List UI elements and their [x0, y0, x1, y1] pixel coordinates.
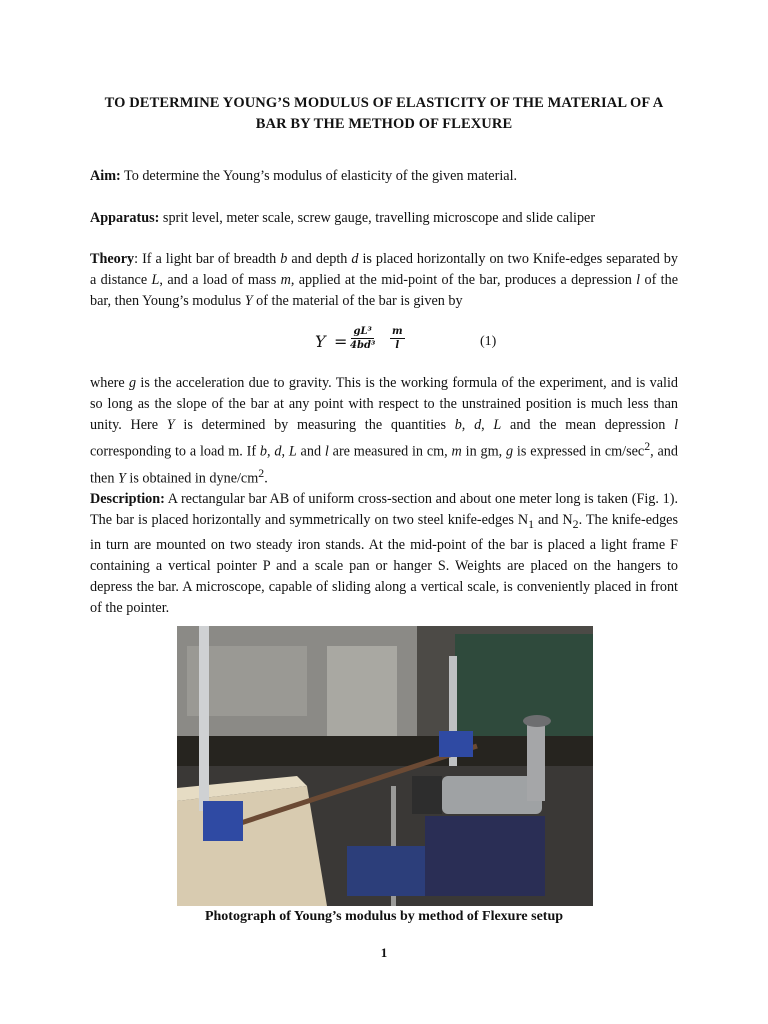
var-g: g	[128, 375, 137, 391]
var-l: l	[324, 443, 329, 460]
theory-paragraph	[90, 249, 678, 312]
theory-text: of the material of the bar is given by	[252, 293, 463, 309]
theory-label: Theory	[90, 251, 135, 267]
theory-text: and depth	[287, 251, 352, 267]
var-d: d	[474, 417, 482, 433]
var-Y: Y	[117, 470, 126, 487]
equation-number: (1)	[480, 334, 497, 349]
where-text: is expressed in cm/sec	[513, 443, 645, 460]
apparatus-label: Apparatus:	[90, 210, 160, 226]
apparatus-paragraph	[90, 208, 678, 229]
photo-caption: Photograph of Young’s modulus by method of Flexure setup	[204, 909, 564, 924]
var-d: d	[351, 251, 359, 267]
var-b: b	[280, 251, 288, 267]
where-text: is the acceleration due to gravity. This is the working formula of the experiment, and is valid so long as the slope of the bar at any point with respect to the unstrained position is much less than unity. Here	[90, 375, 678, 433]
where-text: corresponding to a load m. If	[90, 443, 260, 460]
theory-text: , applied at the mid-point of the bar, produces a depression	[290, 272, 637, 288]
var-l: l	[636, 272, 641, 288]
theory-text: of the bar, then Young’s modulus	[90, 272, 679, 309]
fraction-1-numerator: gL³	[353, 326, 372, 337]
description-label: Description:	[90, 491, 165, 507]
fraction-2-denominator: l	[395, 340, 400, 351]
experiment-photograph	[177, 626, 593, 906]
page-title	[60, 93, 708, 135]
apparatus-text: sprit level, meter scale, screw gauge, travelling microscope and slide caliper	[159, 210, 596, 226]
where-text: ,	[267, 443, 275, 460]
formula-equals: =	[334, 332, 348, 351]
description-text: and N	[534, 512, 573, 528]
formula-fraction-1	[350, 326, 375, 351]
theory-text: is placed horizontally on two Knife-edges separated by a distance	[90, 251, 678, 288]
title-line-1: TO DETERMINE YOUNG’S MODULUS OF ELASTICITY OF THE MATERIAL OF A	[104, 95, 664, 111]
var-d: d	[274, 443, 282, 460]
var-L: L	[151, 272, 160, 288]
var-b: b	[454, 417, 462, 433]
where-text: ,	[461, 417, 475, 433]
formula-fraction-2	[390, 326, 405, 351]
var-m: m	[280, 272, 291, 288]
fraction-1-denominator: 4bd³	[350, 340, 376, 351]
photograph-illustration	[177, 626, 593, 906]
where-text: is determined by measuring the quantities	[174, 417, 455, 433]
aim-text: To determine the Young’s modulus of elasticity of the given material.	[120, 168, 518, 184]
where-text: .	[264, 470, 268, 487]
description-text: A rectangular bar AB of uniform cross-section and about one meter long is taken (Fig. 1). The bar is placed horizontally and symmetrically on two steel knife-edges N	[90, 491, 678, 528]
where-text: ,	[281, 443, 289, 460]
superscript: 2	[258, 465, 265, 480]
theory-text: : If a light bar of breadth	[134, 251, 281, 267]
aim-label: Aim:	[90, 168, 121, 184]
description-text: . The knife-edges in turn are mounted on two steady iron stands. At the mid-point of the bar is placed a light frame F containing a vertical pointer P and a scale pan or hanger S. Weights are placed on the hangers to depress the bar. A microscope, capable of sliding along a vertical scale, is conveniently placed in front of the pointer.	[90, 512, 679, 616]
var-b: b	[259, 443, 267, 460]
var-Y: Y	[244, 293, 253, 309]
var-m: m	[451, 443, 462, 460]
where-text: and	[296, 443, 325, 460]
formula-lhs: Y	[315, 332, 326, 351]
theory-text: , and a load of mass	[159, 272, 281, 288]
where-paragraph	[90, 373, 678, 489]
subscript: 1	[528, 516, 535, 531]
aim-paragraph	[90, 166, 678, 187]
where-text: is obtained in dyne/cm	[125, 470, 259, 487]
var-L: L	[493, 417, 502, 433]
page-number: 1	[380, 945, 388, 960]
where-text: ,	[481, 417, 494, 433]
superscript: 2	[644, 439, 651, 453]
where-text: , and then	[90, 443, 678, 487]
var-l: l	[674, 417, 679, 433]
fraction-2-numerator: m	[392, 326, 403, 337]
var-g: g	[505, 443, 514, 460]
youngs-modulus-formula	[300, 322, 540, 362]
where-text: and the mean depression	[501, 417, 675, 433]
where-text: where	[90, 375, 129, 391]
subscript: 2	[572, 516, 579, 531]
title-line-2: BAR BY THE METHOD OF FLEXURE	[255, 116, 513, 132]
var-Y: Y	[166, 417, 175, 433]
where-text: in gm,	[461, 443, 506, 460]
where-text: are measured in cm,	[328, 443, 452, 460]
var-L: L	[288, 443, 297, 460]
description-paragraph	[90, 489, 678, 619]
